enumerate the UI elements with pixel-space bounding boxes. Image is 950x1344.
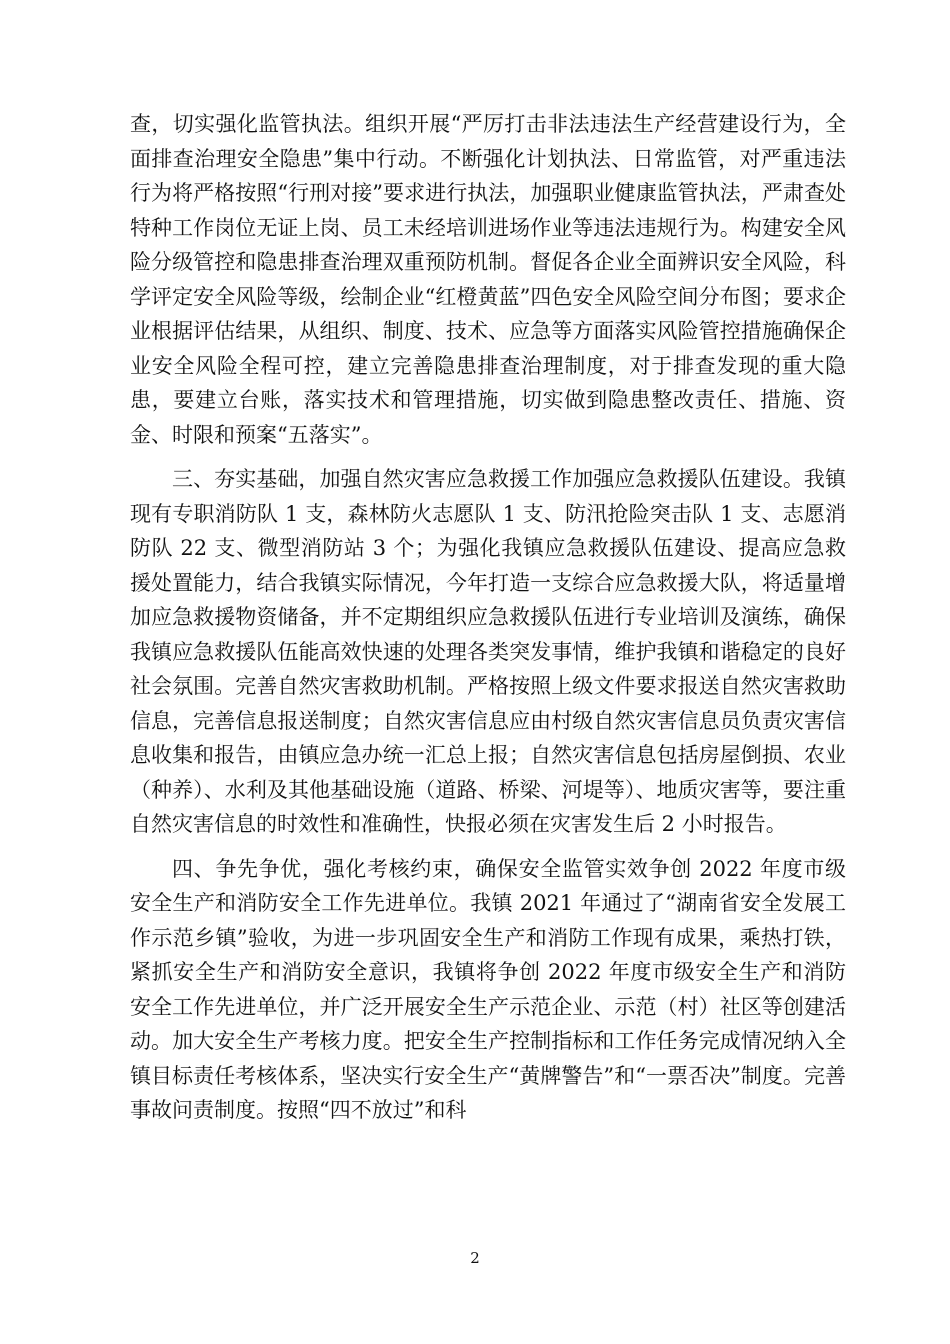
document-body bbox=[130, 107, 846, 1128]
paragraph-section-three: 三、夯实基础，加强自然灾害应急救援工作加强应急救援队伍建设。我镇现有专职消防队 1 支，森林防火志愿队 1 支、防汛抢险突击队 1 支、志愿消防队 22 支、微型消防站 3 个；为强化我镇应急救援队伍建设、提高应急救援处置能力，结合我镇实际情况，今年打造一支综合应急救援大队，将适量增加应急救援物资储备，并不定期组织应急救援队伍进行专业培训及演练，确保我镇应急救援队伍能高效快速的处理各类突发事情，维护我镇和谐稳定的良好社会氛围。完善自然灾害救助机制。严格按照上级文件要求报送自然灾害救助信息，完善信息报送制度；自然灾害信息应由村级自然灾害信息员负责灾害信息收集和报告，由镇应急办统一汇总上报；自然灾害信息包括房屋倒损、农业（种养）、水利及其他基础设施（道路、桥梁、河堤等）、地质灾害等，要注重自然灾害信息的时效性和准确性，快报必须在灾害发生后 2 小时报告。 bbox=[130, 467, 846, 836]
paragraph-continuation: 查，切实强化监管执法。组织开展“严厉打击非法违法生产经营建设行为，全面排查治理安全隐患”集中行动。不断强化计划执法、日常监管，对严重违法行为将严格按照“行刑对接”要求进行执法，加强职业健康监管执法，严肃查处特种工作岗位无证上岗、员工未经培训进场作业等违法违规行为。构建安全风险分级管控和隐患排查治理双重预防机制。督促各企业全面辨识安全风险，科学评定安全风险等级，绘制企业“红橙黄蓝”四色安全风险空间分布图；要求企业根据评估结果，从组织、制度、技术、应急等方面落实风险管控措施确保企业安全风险全程可控，建立完善隐患排查治理制度，对于排查发现的重大隐患，要建立台账，落实技术和管理措施，切实做到隐患整改责任、措施、资金、时限和预案“五落实”。 bbox=[130, 112, 846, 447]
page-number: 2 bbox=[470, 1249, 480, 1267]
paragraph-section-four: 四、争先争优，强化考核约束，确保安全监管实效争创 2022 年度市级安全生产和消防安全工作先进单位。我镇 2021 年通过了“湖南省安全发展工作示范乡镇”验收，为进一步巩固安全生产和消防工作现有成果，乘热打铁，紧抓安全生产和消防安全意识，我镇将争创 2022 年度市级安全生产和消防安全工作先进单位，并广泛开展安全生产示范企业、示范（村）社区等创建活动。加大安全生产考核力度。把安全生产控制指标和工作任务完成情况纳入全镇目标责任考核体系，坚决实行安全生产“黄牌警告”和“一票否决”制度。完善事故问责制度。按照“四不放过”和科 bbox=[130, 856, 846, 1122]
